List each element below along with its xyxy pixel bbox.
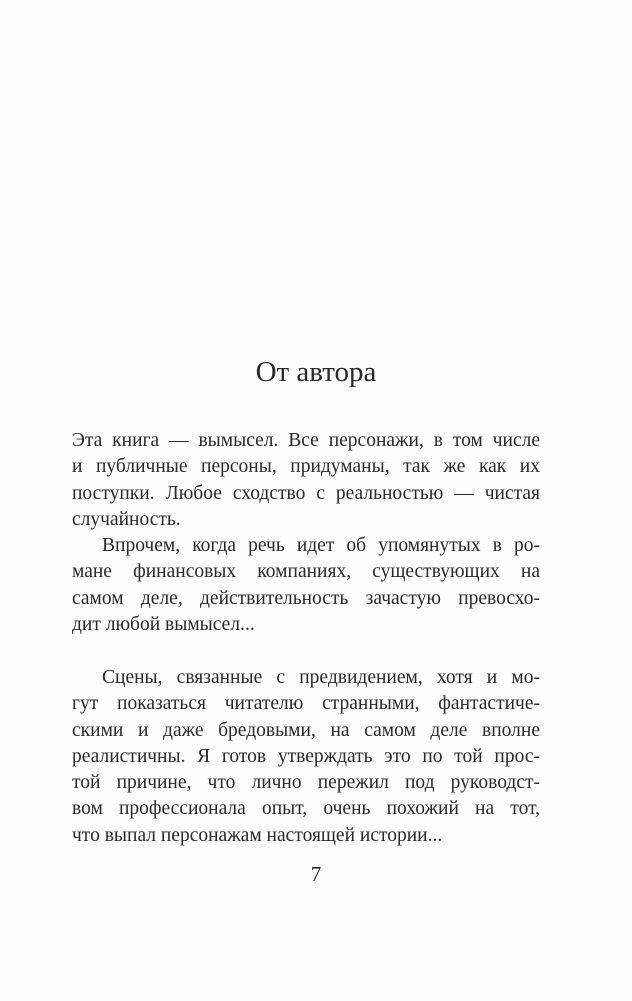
body-text-block (72, 665, 540, 849)
text-line: гут показаться читателю странными, фантастиче- (72, 693, 540, 715)
text-line: мане финансовых компаниях, существующих на (72, 561, 540, 583)
text-line: той причине, что лично пережил под руководст- (72, 772, 540, 794)
text-line: поступки. Любое сходство с реальностью — чистая (72, 482, 540, 504)
text-line: случайность. (72, 508, 181, 530)
text-line: Эта книга — вымысел. Все персонажи, в том числе (72, 430, 540, 451)
text-line: Сцены, связанные с предвидением, хотя и мо- (102, 667, 540, 688)
page-title: От автора (255, 356, 377, 388)
body-text-block (72, 428, 540, 638)
text-line: самом деле, действительность зачастую превосхо- (72, 587, 540, 609)
text-line: Впрочем, когда речь идет об упомянутых в ро- (102, 535, 540, 557)
text-line: скими и даже бредовыми, на самом деле вполне (72, 719, 540, 741)
text-line: что выпал персонажам настоящей истории... (72, 824, 443, 846)
page-number: 7 (310, 862, 322, 886)
text-line: вом профессионала опыт, очень похожий на тот, (72, 798, 540, 820)
text-line: реалистичны. Я готов утверждать это по той прос- (72, 745, 540, 767)
text-line: и публичные персоны, придуманы, так же как их (72, 456, 540, 478)
text-line: дит любой вымысел... (72, 614, 255, 636)
